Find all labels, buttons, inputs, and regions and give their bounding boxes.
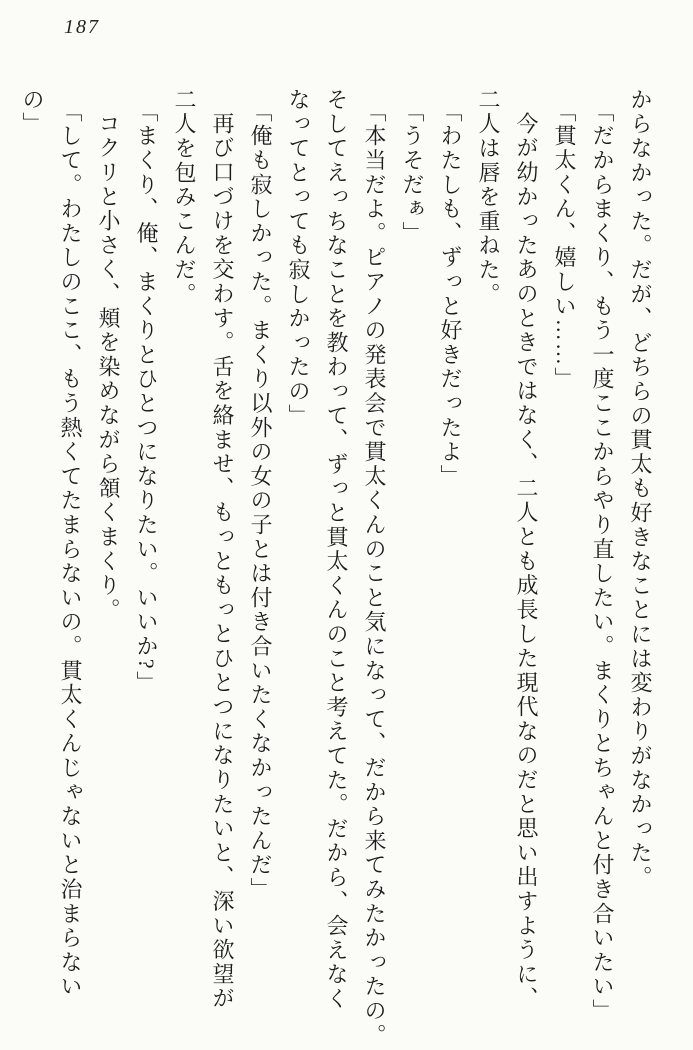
text-line: 「だからまくり、もう一度ここからやり直したい。まくりとちゃんと付き合いたい」: [590, 100, 615, 1024]
text-line: 今が幼かったあのときではなく、二人とも成長した現代なのだと思い出すように、: [514, 112, 539, 1012]
text-line: 「まくり、俺、まくりとひとつになりたい。いいか?」: [134, 100, 159, 696]
text-line: の」: [20, 88, 45, 137]
text-line: なってとっても寂しかったの」: [286, 88, 311, 429]
text-line: 「貫太くん、嬉しい……」: [552, 100, 577, 392]
text-line: 「俺も寂しかった。まくり以外の女の子とは付き合いたくなかったんだ」: [248, 100, 273, 902]
text-line: 「わたしも、ずっと好きだったよ」: [438, 100, 463, 489]
text-line: 「して。わたしのここ、もう熱くてたまらないの。貫太くんじゃないと治まらない: [58, 100, 83, 1000]
text-line: 二人を包みこんだ。: [172, 88, 197, 307]
text-block: [13, 88, 659, 1048]
text-line: 二人は唇を重ねた。: [476, 88, 501, 307]
text-line: 再び口づけを交わす。舌を絡ませ、もっともっとひとつになりたいと、深い欲望が: [210, 112, 235, 1012]
text-line: 「本当だよ。ピアノの発表会で貫太くんのこと気になって、だから来てみたかったの。: [362, 100, 387, 1048]
text-line: コクリと小さく、頬を染めながら頷くまくり。: [96, 112, 121, 623]
text-line: そしてえっちなことを教わって、ずっと貫太くんのこと考えてた。だから、会えなく: [324, 88, 349, 1012]
page-number: 187: [64, 16, 100, 38]
text-line: 「うそだぁ」: [400, 100, 425, 246]
text-line: からなかった。だが、どちらの貫太も好きなことには変わりがなかった。: [628, 88, 653, 890]
